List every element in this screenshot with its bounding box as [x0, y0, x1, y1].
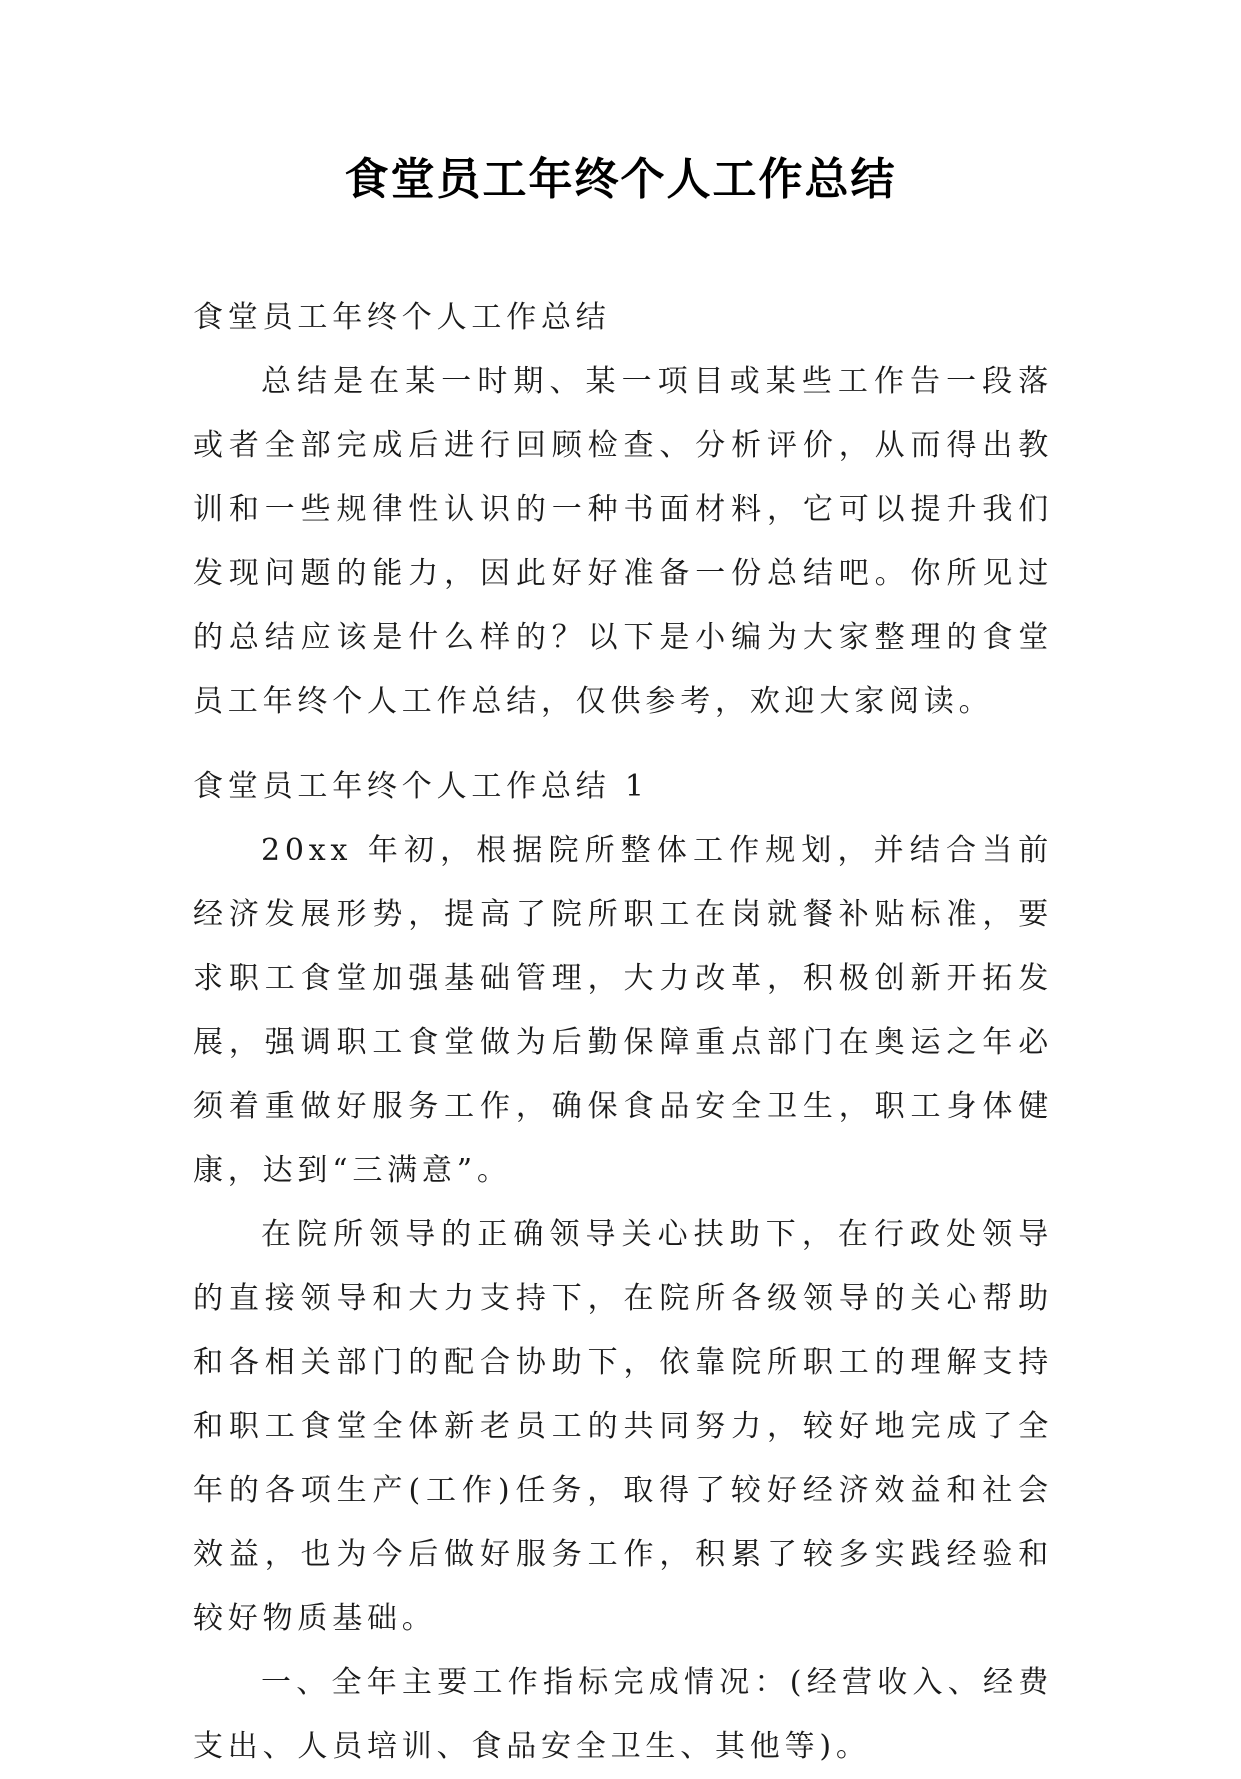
intro-heading: 食堂员工年终个人工作总结 [193, 300, 611, 335]
section-1-paragraph: 一、全年主要工作指标完成情况：(经营收入、经费支出、人员培训、食品安全卫生、其他等)。 [193, 1665, 1053, 1764]
section-1-paragraph: 在院所领导的正确领导关心扶助下，在行政处领导的直接领导和大力支持下，在院所各级领导的关心帮助和各相关部门的配合协助下，依靠院所职工的理解支持和职工食堂全体新老员工的共同努力，较好地完成了全年的各项生产(工作)任务，取得了较好经济效益和社会效益，也为今后做好服务工作，积累了较多实践经验和较好物质基础。 [193, 1217, 1053, 1636]
intro-paragraph: 总结是在某一时期、某一项目或某些工作告一段落或者全部完成后进行回顾检查、分析评价，从而得出教训和一些规律性认识的一种书面材料，它可以提升我们发现问题的能力，因此好好准备一份总结吧。你所见过的总结应该是什么样的？以下是小编为大家整理的食堂员工年终个人工作总结，仅供参考，欢迎大家阅读。 [193, 364, 1053, 719]
section-1 [193, 755, 1053, 1779]
page-title: 食堂员工年终个人工作总结 [344, 154, 897, 205]
intro-section [193, 286, 1053, 734]
section-1-heading: 食堂员工年终个人工作总结 1 [193, 769, 649, 804]
section-1-paragraph: 20xx 年初，根据院所整体工作规划，并结合当前经济发展形势，提高了院所职工在岗就餐补贴标准，要求职工食堂加强基础管理，大力改革，积极创新开拓发展，强调职工食堂做为后勤保障重点部门在奥运之年必须着重做好服务工作，确保食品安全卫生，职工身体健康，达到“三满意”。 [193, 833, 1053, 1188]
